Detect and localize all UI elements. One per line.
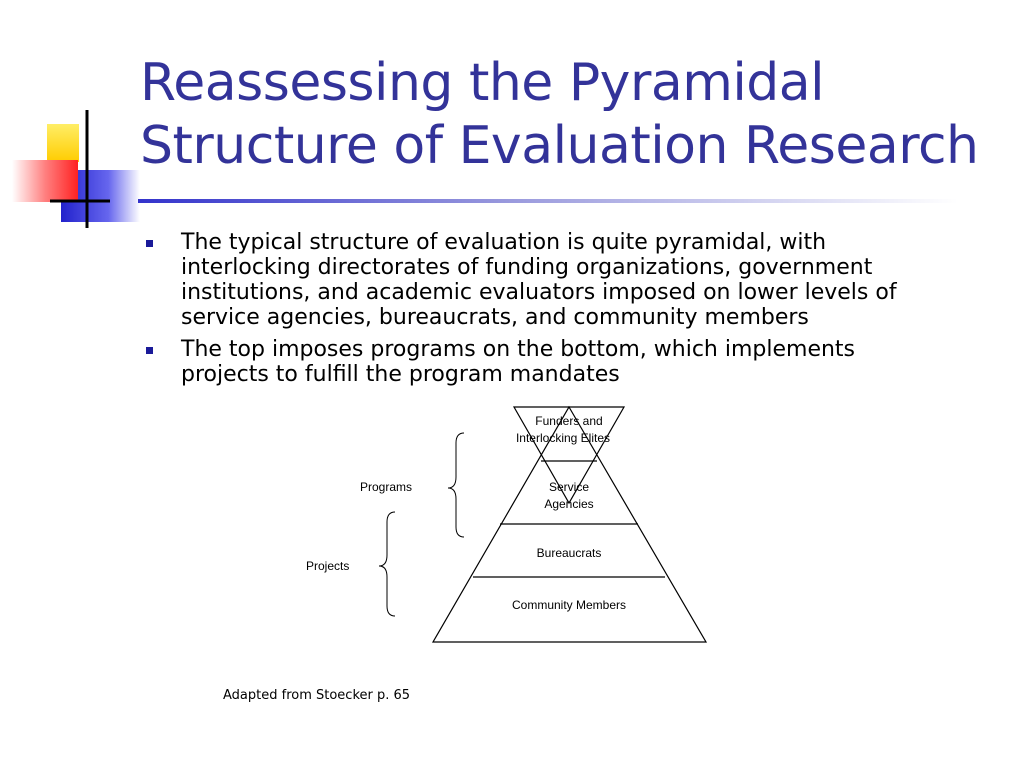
tier-label-community: Community Members — [511, 598, 627, 612]
source-caption: Adapted from Stoecker p. 65 — [223, 688, 411, 703]
yellow-square — [47, 124, 79, 162]
pyramid-diagram — [290, 400, 730, 660]
programs-brace — [448, 433, 464, 537]
red-block — [12, 160, 78, 202]
bullet-item — [144, 337, 904, 387]
corner-decoration — [0, 0, 140, 240]
tier-label-bureaucrats: Bureaucrats — [536, 546, 602, 560]
brace-label-programs: Programs — [360, 480, 413, 494]
tier-label-funders-line2: Interlocking Elites — [515, 431, 611, 445]
title-line-1: Reassessing the Pyramidal — [140, 53, 825, 113]
title-underline — [138, 199, 958, 203]
tier-label-service-line2: Agencies — [544, 497, 594, 511]
bullet-item — [144, 230, 904, 330]
tier-label-funders-line1: Funders and — [535, 414, 603, 428]
slide-title — [140, 52, 1000, 178]
bullet-list — [144, 230, 904, 394]
brace-label-projects: Projects — [306, 559, 350, 573]
bullet-text: The typical structure of evaluation is quite pyramidal, with interlocking directorates of funding organizations, government institutions, and academic evaluators imposed on lower levels of service agencies, bureaucrats, and community members — [181, 230, 897, 330]
projects-brace — [379, 512, 395, 616]
square-bullet-icon — [146, 347, 153, 354]
square-bullet-icon — [146, 240, 153, 247]
bullet-text: The top imposes programs on the bottom, which implements projects to fulfill the program mandates — [181, 337, 856, 387]
tier-label-service-line1: Service — [548, 480, 590, 494]
title-line-2: Structure of Evaluation Research — [140, 116, 979, 176]
